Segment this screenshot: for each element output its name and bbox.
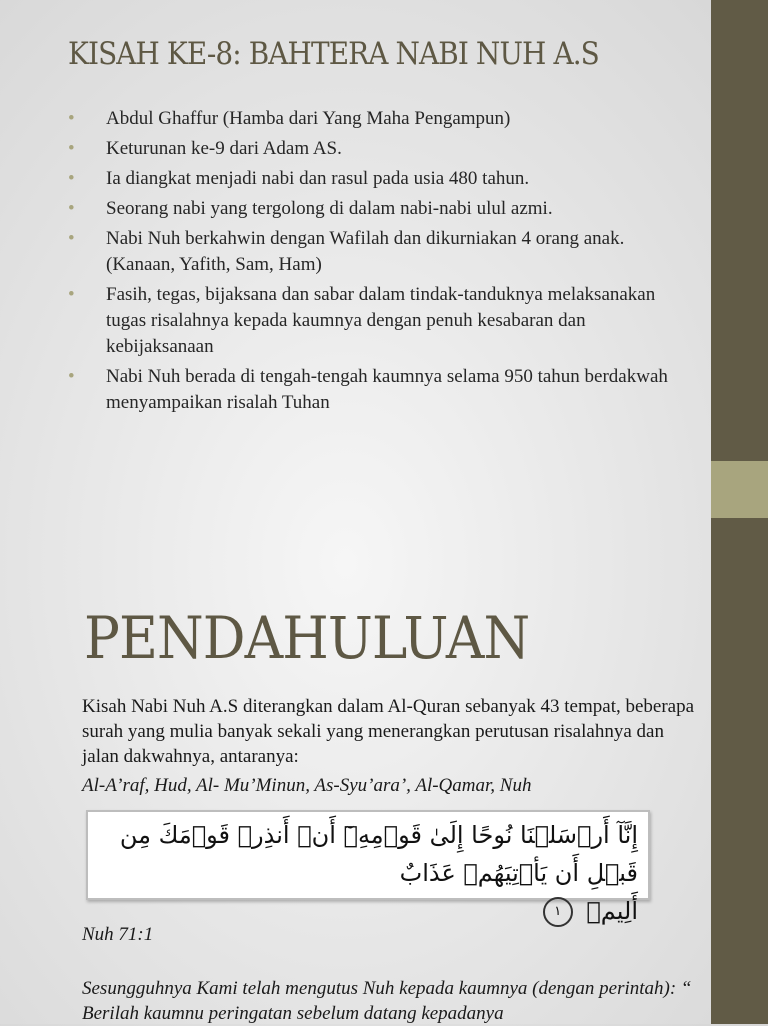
arabic-line-1: إِنَّآ أَرۡسَلۡنَا نُوحًا إِلَىٰ قَوۡمِهِۦٓ أَنۡ أَنذِرۡ قَوۡمَكَ مِن قَبۡلِ أَن يَأۡتِيَهُمۡ عَذَابٌ xyxy=(119,821,638,887)
bullet-icon: • xyxy=(68,138,75,159)
bullet-icon: • xyxy=(68,108,75,129)
intro-paragraph: Kisah Nabi Nuh A.S diterangkan dalam Al-Quran sebanyak 43 tempat, beberapa surah yang mulia banyak sekali yang menerangkan perutusan risalahnya dan jalan dakwahnya, antaranya: xyxy=(82,696,695,767)
slide-title: KISAH KE-8: BAHTERA NABI NUH A.S xyxy=(68,36,599,72)
verse-reference: Nuh 71:1 xyxy=(82,924,154,945)
bullet-item: • Abdul Ghaffur (Hamba dari Yang Maha Pengampun) xyxy=(68,106,668,132)
arabic-line-2 xyxy=(98,892,638,930)
sidebar-accent-block xyxy=(711,461,768,518)
verse-translation: Sesungguhnya Kami telah mengutus Nuh kepada kaumnya (dengan perintah): “ Berilah kaumnu peringatan sebelum datang kepadanya xyxy=(82,978,692,1024)
surah-list: Al-A’raf, Hud, Al- Mu’Minun, As-Syu’ara’, Al-Qamar, Nuh xyxy=(82,775,532,796)
arabic-line-2-text: أَلِيمٞ xyxy=(586,897,638,925)
arabic-verse xyxy=(98,816,638,930)
bullet-list xyxy=(68,106,668,420)
bullet-icon: • xyxy=(68,168,75,189)
section-heading: PENDAHULUAN xyxy=(84,604,530,672)
bullet-icon: • xyxy=(68,198,75,219)
bullet-item: • Nabi Nuh berada di tengah-tengah kaumnya selama 950 tahun berdakwah menyampaikan risalah Tuhan xyxy=(68,366,668,413)
bullet-item: • Fasih, tegas, bijaksana dan sabar dalam tindak-tanduknya melaksanakan tugas risalahnya kepada kaumnya dengan penuh kesabaran dan kebijaksanaan xyxy=(68,284,656,357)
bullet-item: • Keturunan ke-9 dari Adam AS. xyxy=(68,136,668,162)
bullet-item: • Nabi Nuh berkahwin dengan Wafilah dan dikurniakan 4 orang anak. (Kanaan, Yafith, Sam, Ham) xyxy=(68,228,625,275)
ayah-number-icon: ١ xyxy=(543,897,573,927)
bullet-item: • Seorang nabi yang tergolong di dalam nabi-nabi ulul azmi. xyxy=(68,196,668,222)
quran-verse-box xyxy=(86,810,650,925)
bullet-icon: • xyxy=(68,228,75,249)
bullet-icon: • xyxy=(68,366,75,387)
bullet-item: • Ia diangkat menjadi nabi dan rasul pada usia 480 tahun. xyxy=(68,166,668,192)
bullet-icon: • xyxy=(68,284,75,305)
